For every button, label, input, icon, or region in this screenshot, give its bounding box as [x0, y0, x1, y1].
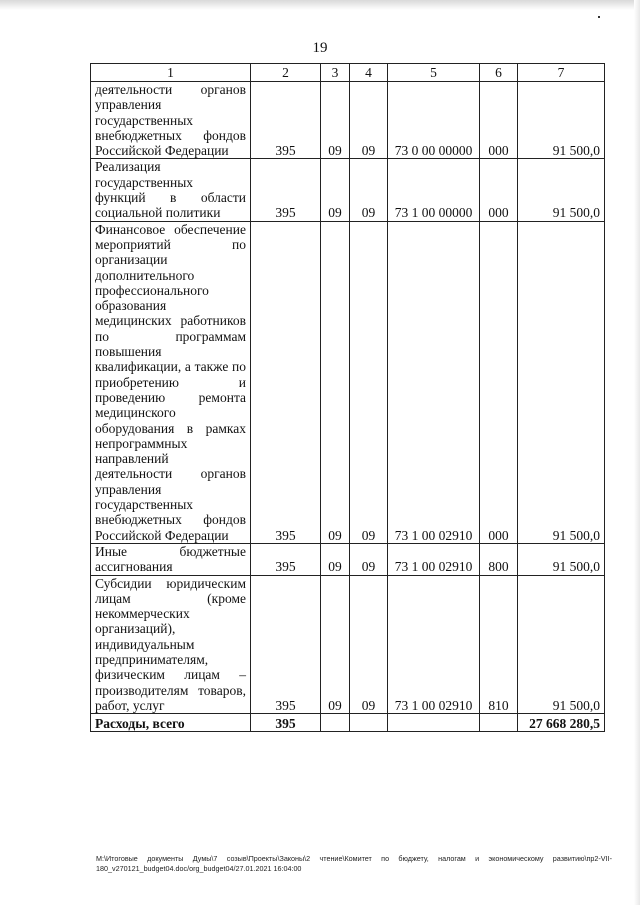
row-amount: 91 500,0	[518, 82, 605, 159]
row-target-article: 73 1 00 00000	[388, 159, 480, 221]
row-name: Иные бюджетные ассигнования	[91, 543, 251, 575]
table-row	[91, 575, 605, 714]
scan-edge-top	[0, 0, 640, 10]
row-subsection: 09	[350, 575, 388, 714]
table-row	[91, 82, 605, 159]
budget-table	[90, 63, 605, 732]
row-code: 395	[251, 221, 321, 543]
scan-edge-right	[634, 0, 640, 905]
header-cell-2: 2	[251, 64, 321, 82]
table-row	[91, 543, 605, 575]
row-code: 395	[251, 575, 321, 714]
row-amount: 91 500,0	[518, 543, 605, 575]
header-cell-1: 1	[91, 64, 251, 82]
row-target-article: 73 1 00 02910	[388, 543, 480, 575]
row-code: 395	[251, 82, 321, 159]
row-section: 09	[321, 575, 350, 714]
row-expense-type: 000	[480, 159, 518, 221]
row-expense-type: 810	[480, 575, 518, 714]
table-row	[91, 159, 605, 221]
total-amount: 27 668 280,5	[518, 714, 605, 732]
row-expense-type: 000	[480, 221, 518, 543]
header-cell-5: 5	[388, 64, 480, 82]
row-code: 395	[251, 159, 321, 221]
total-row	[91, 714, 605, 732]
row-target-article: 73 1 00 02910	[388, 575, 480, 714]
row-amount: 91 500,0	[518, 575, 605, 714]
header-cell-6: 6	[480, 64, 518, 82]
row-amount: 91 500,0	[518, 159, 605, 221]
table-row	[91, 221, 605, 543]
page-number: 19	[312, 40, 328, 56]
total-empty-5	[388, 714, 480, 732]
row-name: Реализация государственных функций в области социальной политики	[91, 159, 251, 221]
row-target-article: 73 0 00 00000	[388, 82, 480, 159]
header-cell-4: 4	[350, 64, 388, 82]
row-subsection: 09	[350, 221, 388, 543]
table-header-row	[91, 64, 605, 82]
row-name: Субсидии юридическим лицам (кроме некоммерческих организаций), индивидуальным предпринимателям, физическим лицам – производителям товаров, работ, услуг	[91, 575, 251, 714]
row-code: 395	[251, 543, 321, 575]
header-cell-7: 7	[518, 64, 605, 82]
header-cell-3: 3	[321, 64, 350, 82]
total-empty-6	[480, 714, 518, 732]
row-subsection: 09	[350, 159, 388, 221]
row-expense-type: 800	[480, 543, 518, 575]
row-name: Финансовое обеспечение мероприятий по организации дополнительного профессионального образования медицинских работников по программам повышения квалификации, а также по приобретению и проведению ремонта медицинского оборудования в рамках непрограммных направлений деятельности органов управления государственных внебюджетных фондов Российской Федерации	[91, 221, 251, 543]
row-section: 09	[321, 82, 350, 159]
footer-file-path: M:\Итоговые документы Думы\7 созыв\Проекты\Законы\2 чтение\Комитет по бюджету, налогам и экономическому развитию\пр2-VII-180_v270121_budget04.doc/org_budget04/27.01.2021 16:04:00	[96, 854, 612, 873]
scan-speck	[598, 16, 600, 18]
total-empty-4	[350, 714, 388, 732]
row-section: 09	[321, 221, 350, 543]
row-section: 09	[321, 159, 350, 221]
row-name: деятельности органов управления государственных внебюджетных фондов Российской Федерации	[91, 82, 251, 159]
row-amount: 91 500,0	[518, 221, 605, 543]
row-subsection: 09	[350, 82, 388, 159]
row-expense-type: 000	[480, 82, 518, 159]
row-subsection: 09	[350, 543, 388, 575]
total-label: Расходы, всего	[91, 714, 251, 732]
row-section: 09	[321, 543, 350, 575]
total-empty-3	[321, 714, 350, 732]
row-target-article: 73 1 00 02910	[388, 221, 480, 543]
total-code: 395	[251, 714, 321, 732]
